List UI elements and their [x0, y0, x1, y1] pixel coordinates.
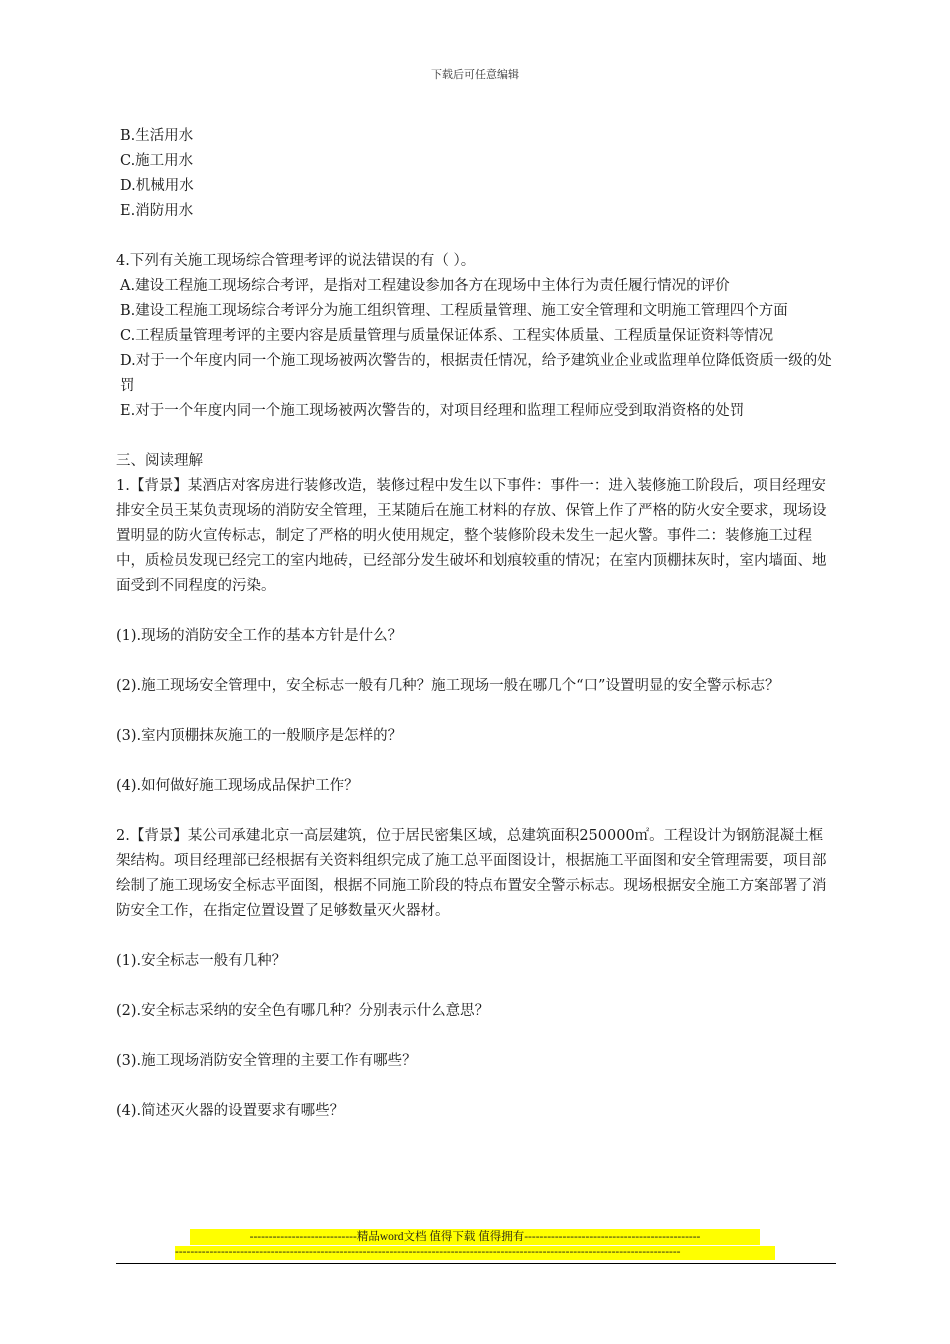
spacer: [116, 1074, 836, 1099]
document-body: [116, 124, 836, 1124]
case1-question-1: (1).现场的消防安全工作的基本方针是什么？: [116, 628, 403, 644]
spacer: [116, 1024, 836, 1049]
q4-option-b: B.建设工程施工现场综合考评分为施工组织管理、工程质量管理、施工安全管理和文明施工管理四个方面: [120, 303, 788, 319]
q3-option-c: C.施工用水: [120, 153, 194, 169]
spacer: [116, 974, 836, 999]
spacer: [116, 649, 836, 674]
spacer: [116, 599, 836, 624]
q3-option-b: B.生活用水: [120, 128, 194, 144]
q4-option-c: C.工程质量管理考评的主要内容是质量管理与质量保证体系、工程实体质量、工程质量保证资料等情况: [120, 328, 774, 344]
section-title: 三、阅读理解: [116, 453, 203, 469]
footer-banner: ----------------------------精品word文档 值得下载 值得拥有----------------------------------------------: [190, 1229, 760, 1245]
q4-option-e: E.对于一个年度内同一个施工现场被两次警告的，对项目经理和监理工程师应受到取消资格的处罚: [120, 403, 745, 419]
spacer: [116, 749, 836, 774]
footer-divider: [116, 1263, 836, 1264]
q4-option-a: A.建设工程施工现场综合考评，是指对工程建设参加各方在现场中主体行为责任履行情况的评价: [120, 278, 730, 294]
case1-question-2: (2).施工现场安全管理中，安全标志一般有几种？施工现场一般在哪几个“口”设置明显的安全警示标志？: [116, 678, 780, 694]
case1-question-4: (4).如何做好施工现场成品保护工作？: [116, 778, 359, 794]
q4-option-d: D.对于一个年度内同一个施工现场被两次警告的，根据责任情况，给予建筑业企业或监理单位降低资质一级的处罚: [120, 353, 832, 394]
footer-dash-line: ------------------------------------------------------------------------------------------------------------------------------------: [175, 1246, 775, 1260]
page-header-note: 下载后可任意编辑: [431, 68, 519, 81]
spacer: [116, 799, 836, 824]
case2-question-2: (2).安全标志采纳的安全色有哪几种？分别表示什么意思？: [116, 1003, 490, 1019]
case1-question-3: (3).室内顶棚抹灰施工的一般顺序是怎样的？: [116, 728, 403, 744]
spacer: [116, 924, 836, 949]
q3-option-e: E.消防用水: [120, 203, 194, 219]
spacer: [116, 424, 836, 449]
case2-question-1: (1).安全标志一般有几种？: [116, 953, 287, 969]
spacer: [116, 224, 836, 249]
q4-stem: 4.下列有关施工现场综合管理考评的说法错误的有（ ）。: [116, 253, 476, 269]
spacer: [116, 699, 836, 724]
case1-background: 1.【背景】某酒店对客房进行装修改造，装修过程中发生以下事件：事件一：进入装修施工阶段后，项目经理安排安全员王某负责现场的消防安全管理，王某随后在施工材料的存放、保管上作了严格的防火安全要求，现场设置明显的防火宣传标志，制定了严格的明火使用规定，整个装修阶段未发生一起火警。事件二：装修施工过程中，质检员发现已经完工的室内地砖，已经部分发生破坏和划痕较重的情况；在室内顶棚抹灰时，室内墙面、地面受到不同程度的污染。: [116, 478, 827, 594]
case2-question-4: (4).简述灭火器的设置要求有哪些？: [116, 1103, 345, 1119]
case2-background: 2.【背景】某公司承建北京一高层建筑，位于居民密集区域，总建筑面积250000㎡。工程设计为钢筋混凝土框架结构。项目经理部已经根据有关资料组织完成了施工总平面图设计，根据施工平面图和安全管理需要，项目部绘制了施工现场安全标志平面图，根据不同施工阶段的特点布置安全警示标志。现场根据安全施工方案部署了消防安全工作，在指定位置设置了足够数量灭火器材。: [116, 828, 827, 919]
case2-question-3: (3).施工现场消防安全管理的主要工作有哪些？: [116, 1053, 417, 1069]
q3-option-d: D.机械用水: [120, 178, 194, 194]
